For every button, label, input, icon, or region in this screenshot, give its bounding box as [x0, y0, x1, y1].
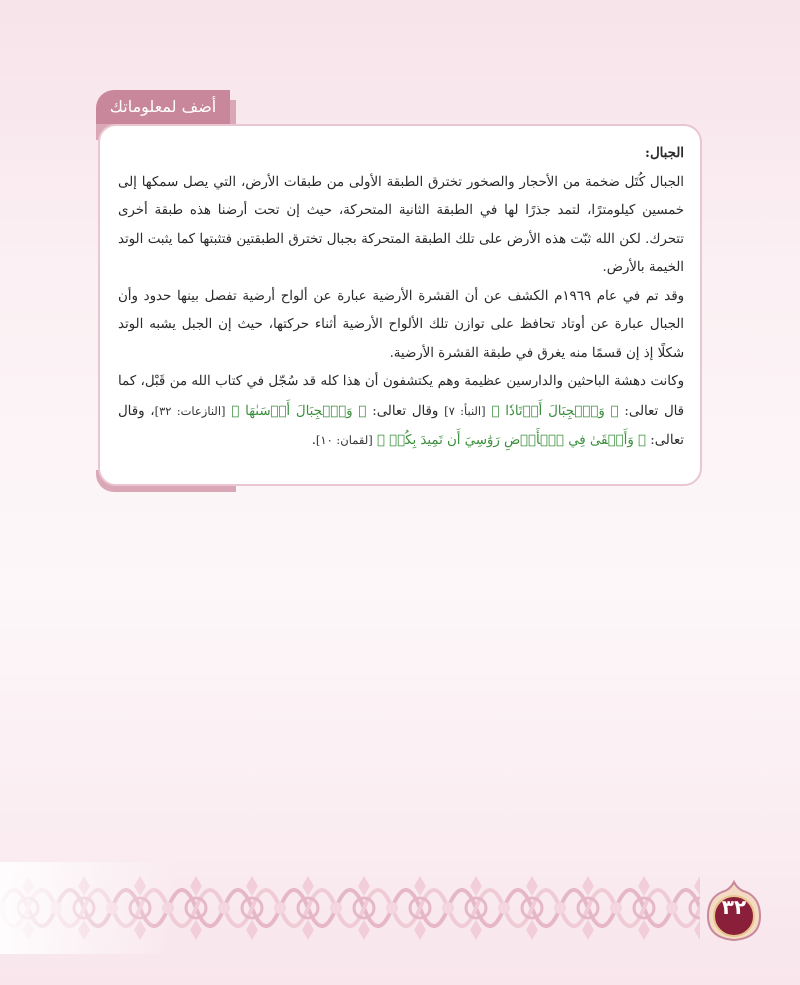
- connector-1: وقال تعالى:: [372, 403, 439, 419]
- verse-ref-3: [لقمان: ١٠]: [315, 433, 373, 447]
- paragraph-1: الجبال كُتَل ضخمة من الأحجار والصخور تخترق الطبقة الأولى من طبقات الأرض، التي يصل سمكها إلى خمسين كيلومترًا، لتمد جذرًا لها في الطبقة الثانية المتحركة، حيث إن تحت أرضنا هذه طبقة أخرى تتحرك. لكن الله ثبّت هذه الأرض على تلك الطبقة المتحركة بجبال تخترق الطبقتين فتثبتها كما يثبت الوتد الخيمة بالأرض.: [118, 174, 684, 275]
- quran-verse-1: ﴿ وَٱلۡجِبَالَ أَوۡتَادٗا ﴾: [491, 403, 619, 419]
- quran-verse-2: ﴿ وَٱلۡجِبَالَ أَرۡسَىٰهَا ﴾: [231, 403, 367, 419]
- paragraph-2: وقد تم في عام ١٩٦٩م الكشف عن أن القشرة الأرضية عبارة عن ألواح أرضية تفصل بينها حدود وأن الجبال عبارة عن أوتاد تحافظ على توازن تلك الألواح الأرضية أثناء حركتها، حيث إن الجبل يشبه الوتد شكلًا إذ إن قسمًا منه يغرق في طبقة القشرة الأرضية.: [118, 288, 685, 361]
- section-heading: الجبال:: [645, 146, 684, 161]
- quran-verse-3: ﴿ وَأَلۡقَىٰ فِي ٱلۡأَرۡضِ رَوَٰسِيَ أَن تَمِيدَ بِكُمۡ ﴾: [376, 433, 646, 448]
- footer-ornament: [0, 862, 700, 954]
- info-box-tab: أضف لمعلوماتك: [96, 90, 230, 124]
- paragraph-end: .: [311, 433, 316, 448]
- page-number: ٣٢: [721, 895, 747, 919]
- verse-ref-1: [النبأ: ٧]: [444, 403, 486, 418]
- verse-ref-2: [النازعات: ٣٢]: [154, 403, 226, 418]
- connector-2: ، وقال تعالى:: [118, 403, 684, 448]
- info-box-text: [118, 140, 684, 456]
- paragraph-3: [118, 368, 684, 456]
- paragraph-3-intro: وكانت دهشة الباحثين والدارسين عظيمة وهم يكتشفون أن هذا كله قد سُجّل في كتاب الله من قَبْل، كما قال تعالى:: [118, 374, 685, 419]
